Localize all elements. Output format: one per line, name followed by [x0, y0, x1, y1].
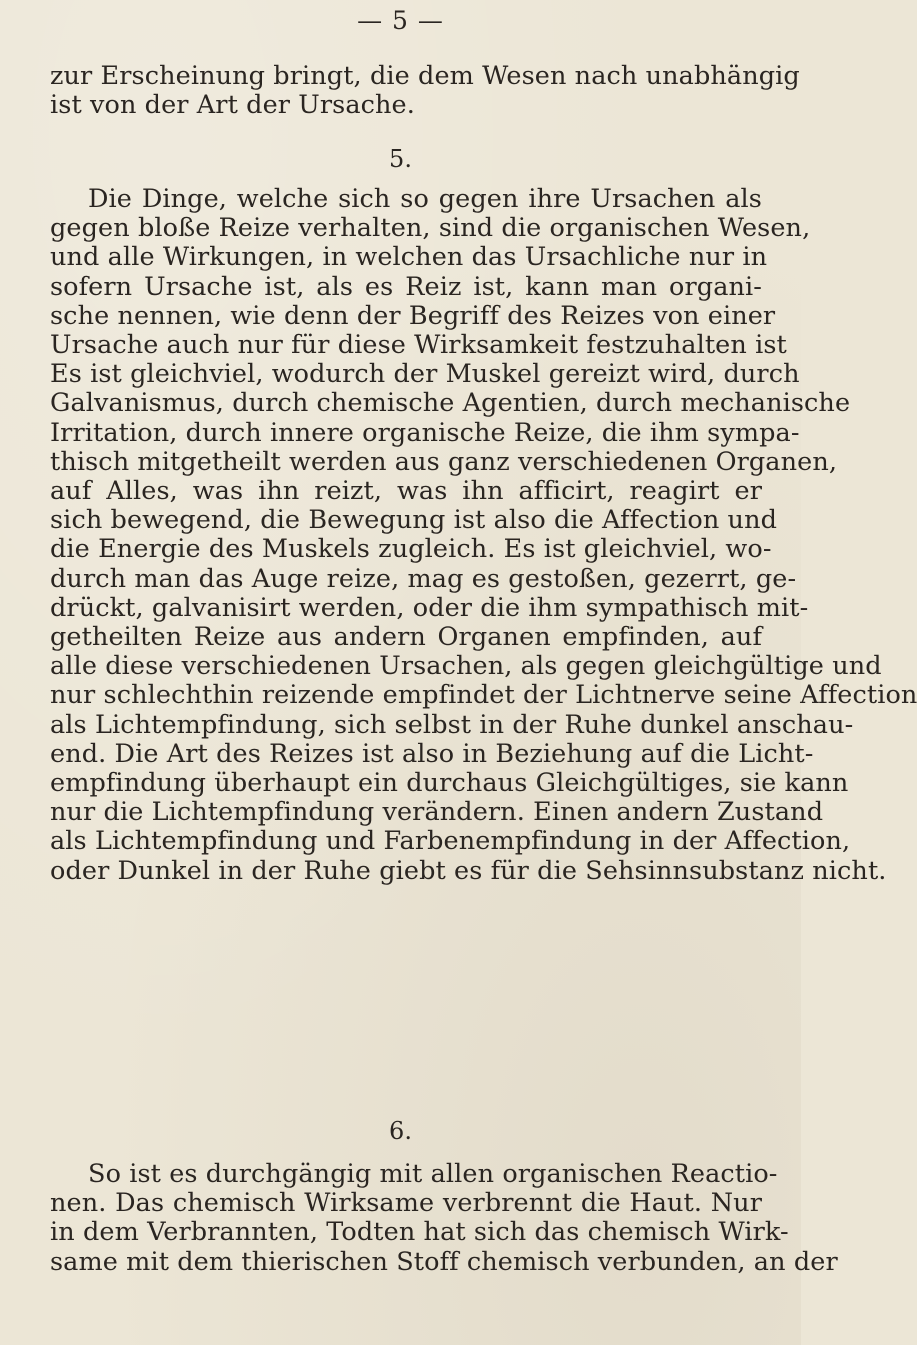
text-line: oder Dunkel in der Ruhe giebt es für die Sehsinnsubstanz nicht.: [50, 855, 887, 886]
text-line: empfindung überhaupt ein durchaus Gleichgültiges, sie kann: [50, 768, 849, 799]
page-number: — 5 —: [357, 6, 444, 35]
text-line: Irritation, durch innere organische Reize, die ihm sympa-: [50, 417, 800, 448]
text-line: thisch mitgetheilt werden aus ganz verschiedenen Organen,: [50, 446, 838, 477]
section-number-6: 6.: [389, 1117, 412, 1145]
section-number-5: 5.: [389, 145, 412, 173]
text-line: auf Alles, was ihn reizt, was ihn afficirt, reagirt er: [50, 476, 762, 507]
intro-paragraph: [50, 61, 800, 121]
text-line: sich bewegend, die Bewegung ist also die Affection und: [50, 505, 778, 536]
text-line: die Energie des Muskels zugleich. Es ist gleichviel, wo-: [50, 534, 772, 565]
text-line: zur Erscheinung bringt, die dem Wesen nach unabhängig: [50, 61, 800, 91]
section-5-paragraph: [50, 184, 917, 886]
text-line: durch man das Auge reize, mag es gestoßen, gezerrt, ge-: [50, 563, 797, 594]
text-line: So ist es durchgängig mit allen organischen Reactio-: [88, 1159, 778, 1189]
text-line: ist von der Art der Ursache.: [50, 90, 415, 121]
text-line: sofern Ursache ist, als es Reiz ist, kann man organi-: [50, 271, 762, 302]
text-line: nur schlechthin reizende empfindet der Lichtnerve seine Affection: [50, 680, 917, 711]
text-line: gegen bloße Reize verhalten, sind die organischen Wesen,: [50, 213, 811, 244]
text-line: als Lichtempfindung und Farbenempfindung in der Affection,: [50, 826, 851, 857]
text-line: nur die Lichtempfindung verändern. Einen andern Zustand: [50, 797, 824, 828]
text-line: sche nennen, wie denn der Begriff des Reizes von einer: [50, 300, 776, 331]
text-line: Es ist gleichviel, wodurch der Muskel gereizt wird, durch: [50, 359, 800, 390]
text-line: Die Dinge, welche sich so gegen ihre Ursachen als: [88, 184, 762, 214]
text-line: getheilten Reize aus andern Organen empfinden, auf: [50, 622, 762, 653]
text-line: end. Die Art des Reizes ist also in Beziehung auf die Licht-: [50, 738, 814, 769]
section-6-paragraph: [50, 1159, 838, 1277]
text-line: nen. Das chemisch Wirksame verbrennt die Haut. Nur: [50, 1188, 762, 1219]
text-line: in dem Verbrannten, Todten hat sich das chemisch Wirk-: [50, 1217, 789, 1248]
text-line: und alle Wirkungen, in welchen das Ursachliche nur in: [50, 242, 768, 273]
text-line: same mit dem thierischen Stoff chemisch verbunden, an der: [50, 1246, 838, 1277]
text-line: alle diese verschiedenen Ursachen, als gegen gleichgültige und: [50, 651, 882, 682]
text-line: Galvanismus, durch chemische Agentien, durch mechanische: [50, 388, 851, 419]
text-line: als Lichtempfindung, sich selbst in der Ruhe dunkel anschau-: [50, 709, 854, 740]
text-line: drückt, galvanisirt werden, oder die ihm sympathisch mit-: [50, 592, 809, 623]
text-line: Ursache auch nur für diese Wirksamkeit festzuhalten ist: [50, 330, 787, 361]
